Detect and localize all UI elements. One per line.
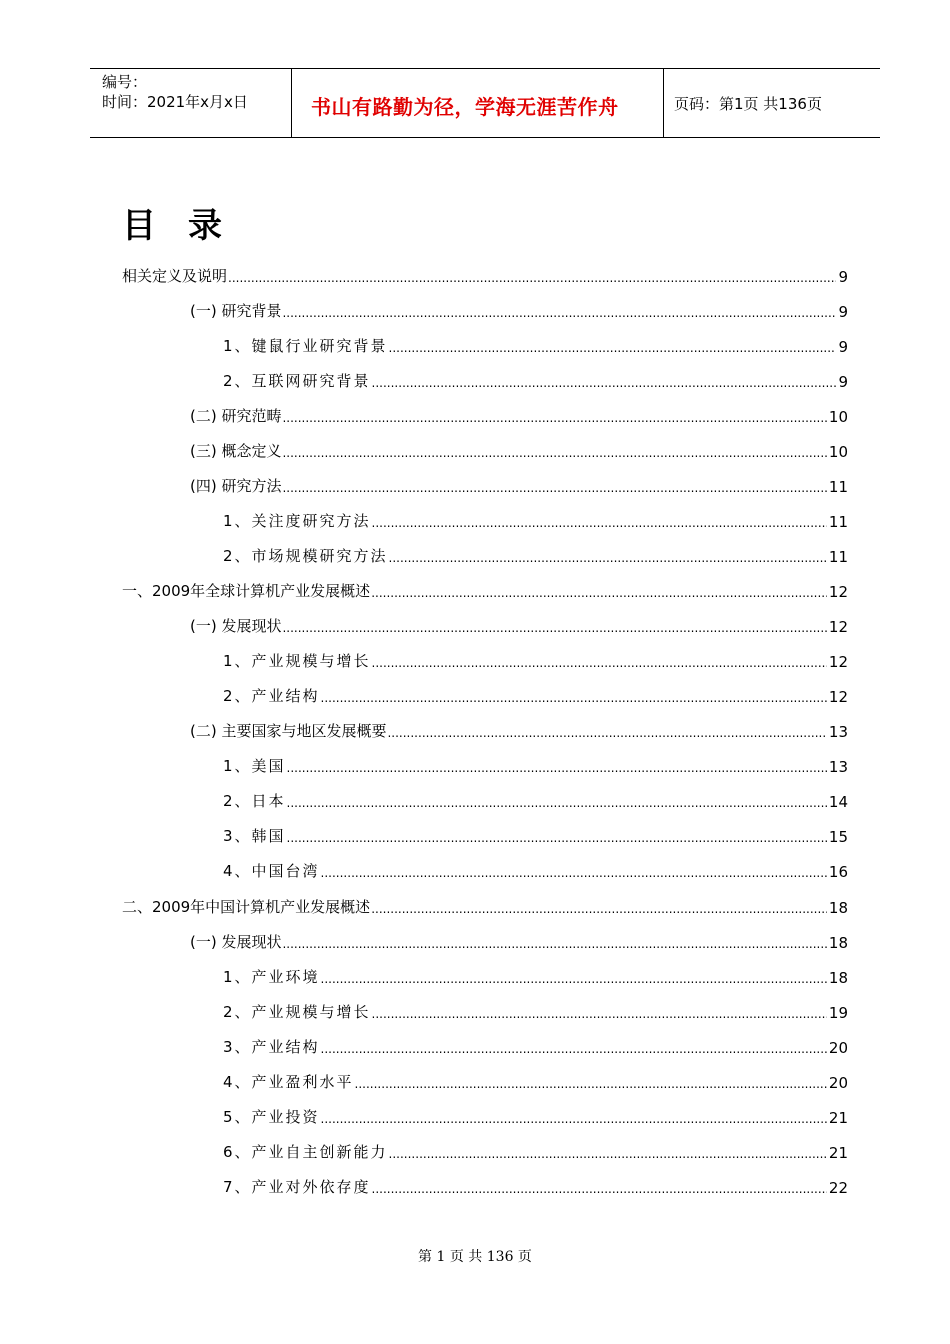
toc-entry[interactable] (190, 719, 848, 741)
toc-entry-page: 9 (838, 268, 848, 286)
toc-entry[interactable] (223, 1000, 848, 1022)
toc-entry-page: 18 (828, 969, 848, 987)
toc-entry[interactable] (190, 614, 848, 636)
toc-leader (355, 1074, 827, 1092)
toc-entry[interactable] (190, 474, 848, 496)
toc-entry-page: 12 (828, 653, 848, 671)
toc-entry-text: 3、产业结构 (223, 1038, 320, 1056)
toc-entry[interactable] (223, 789, 848, 811)
toc-entry-page: 9 (838, 303, 848, 321)
toc-entry-page: 20 (828, 1039, 848, 1057)
toc-leader (389, 1144, 827, 1162)
toc-leader (287, 828, 827, 846)
toc-title (122, 198, 222, 247)
toc-entry-text: 2、互联网研究背景 (223, 372, 371, 390)
toc-entry-text: 二、2009年中国计算机产业发展概述 (122, 898, 371, 916)
toc-entry-page: 14 (828, 793, 848, 811)
toc-leader (321, 969, 827, 987)
toc-entry[interactable] (190, 404, 848, 426)
toc-entry-page: 19 (828, 1004, 848, 1022)
toc-entry-text: 2、日本 (223, 792, 286, 810)
toc-leader (282, 408, 826, 426)
toc-entry-page: 16 (828, 863, 848, 881)
toc-entry[interactable] (223, 859, 848, 881)
toc-leader (389, 338, 837, 356)
toc-entry-page: 12 (828, 583, 848, 601)
toc-entry-text: 2、产业规模与增长 (223, 1003, 371, 1021)
toc-entry-page: 12 (828, 618, 848, 636)
toc-leader (321, 863, 827, 881)
toc-entry[interactable] (223, 824, 848, 846)
header-motto: 书山有路勤为径，学海无涯苦作舟 (311, 95, 619, 119)
toc-leader (228, 268, 836, 286)
toc-leader (321, 688, 827, 706)
toc-leader (321, 1039, 827, 1057)
header-motto-cell (291, 69, 664, 137)
toc-leader (372, 373, 837, 391)
toc-leader (282, 478, 826, 496)
toc-entry-page: 11 (828, 478, 848, 496)
toc-entry[interactable] (223, 1140, 848, 1162)
toc-entry[interactable] (223, 509, 848, 531)
toc-entry[interactable] (223, 1175, 848, 1197)
toc-entry-text: (一) 发展现状 (190, 933, 282, 951)
toc-entry-page: 11 (828, 513, 848, 531)
toc-entry-page: 11 (828, 548, 848, 566)
toc-entry-page: 15 (828, 828, 848, 846)
toc-entry-text: 1、关注度研究方法 (223, 512, 371, 530)
toc-entry-text: 2、产业结构 (223, 687, 320, 705)
toc-entry-text: 5、产业投资 (223, 1108, 320, 1126)
toc-entry-page: 10 (828, 443, 848, 461)
document-time-label: 时间：2021年x月x日 (102, 93, 248, 111)
header-page-number: 页码：第1页 共136页 (674, 95, 822, 113)
toc-entry[interactable] (223, 1105, 848, 1127)
toc-entry-text: 6、产业自主创新能力 (223, 1143, 388, 1161)
page-header (90, 68, 880, 138)
toc-entry-text: 4、中国台湾 (223, 862, 320, 880)
toc-entry[interactable] (122, 264, 848, 286)
toc-entry-text: (一) 研究背景 (190, 302, 282, 320)
toc-entry[interactable] (122, 579, 848, 601)
toc-entry-page: 20 (828, 1074, 848, 1092)
toc-entry-page: 21 (828, 1144, 848, 1162)
toc-leader (282, 934, 826, 952)
header-page-cell (664, 69, 880, 137)
toc-entry[interactable] (223, 965, 848, 987)
toc-entry-text: 4、产业盈利水平 (223, 1073, 354, 1091)
toc-entry[interactable] (190, 930, 848, 952)
toc-entry[interactable] (190, 439, 848, 461)
toc-entry-text: (二) 研究范畴 (190, 407, 282, 425)
toc-entry-text: 相关定义及说明 (122, 267, 228, 285)
toc-entry[interactable] (223, 544, 848, 566)
toc-entry[interactable] (223, 1035, 848, 1057)
toc-leader (371, 583, 827, 601)
toc-entry[interactable] (223, 649, 848, 671)
toc-entry[interactable] (122, 895, 848, 917)
toc-entry-page: 9 (838, 373, 848, 391)
toc-entry-text: 1、产业规模与增长 (223, 652, 371, 670)
toc-leader (372, 1179, 827, 1197)
toc-leader (371, 899, 827, 917)
toc-leader (287, 758, 827, 776)
toc-entry-page: 10 (828, 408, 848, 426)
toc-entry[interactable] (190, 299, 848, 321)
toc-leader (372, 653, 827, 671)
toc-entry[interactable] (223, 369, 848, 391)
toc-entry-page: 18 (828, 934, 848, 952)
toc-entry[interactable] (223, 1070, 848, 1092)
toc-entry-text: 2、市场规模研究方法 (223, 547, 388, 565)
toc-entry[interactable] (223, 754, 848, 776)
toc-leader (282, 618, 826, 636)
toc-leader (287, 793, 827, 811)
toc-entry-text: 1、键鼠行业研究背景 (223, 337, 388, 355)
toc-leader (387, 723, 826, 741)
toc-entry-page: 13 (828, 723, 848, 741)
toc-entry-text: (四) 研究方法 (190, 477, 282, 495)
document-number-label: 编号： (102, 73, 148, 91)
toc-entry-page: 18 (828, 899, 848, 917)
toc-entry-text: (一) 发展现状 (190, 617, 282, 635)
toc-entry-text: 1、美国 (223, 757, 286, 775)
toc-entry-page: 13 (828, 758, 848, 776)
toc-entry-page: 21 (828, 1109, 848, 1127)
toc-entry-page: 9 (838, 338, 848, 356)
toc-leader (372, 513, 827, 531)
toc-leader (372, 1004, 827, 1022)
toc-leader (389, 548, 827, 566)
toc-entry-text: 7、产业对外依存度 (223, 1178, 371, 1196)
toc-title-char-1: 目 (122, 206, 156, 246)
toc-leader (282, 303, 836, 321)
toc-title-char-2: 录 (188, 206, 222, 246)
toc-leader (282, 443, 826, 461)
page-footer: 第 1 页 共 136 页 (418, 1249, 532, 1265)
toc-entry-text: (三) 概念定义 (190, 442, 282, 460)
toc-entry-page: 12 (828, 688, 848, 706)
toc-entry-text: 1、产业环境 (223, 968, 320, 986)
toc-entry-text: 3、韩国 (223, 827, 286, 845)
header-meta-cell (90, 69, 292, 137)
toc-entry[interactable] (223, 684, 848, 706)
toc-entry[interactable] (223, 334, 848, 356)
toc-leader (321, 1109, 827, 1127)
toc-entry-text: (二) 主要国家与地区发展概要 (190, 722, 387, 740)
toc-entry-text: 一、2009年全球计算机产业发展概述 (122, 582, 371, 600)
toc-entry-page: 22 (828, 1179, 848, 1197)
